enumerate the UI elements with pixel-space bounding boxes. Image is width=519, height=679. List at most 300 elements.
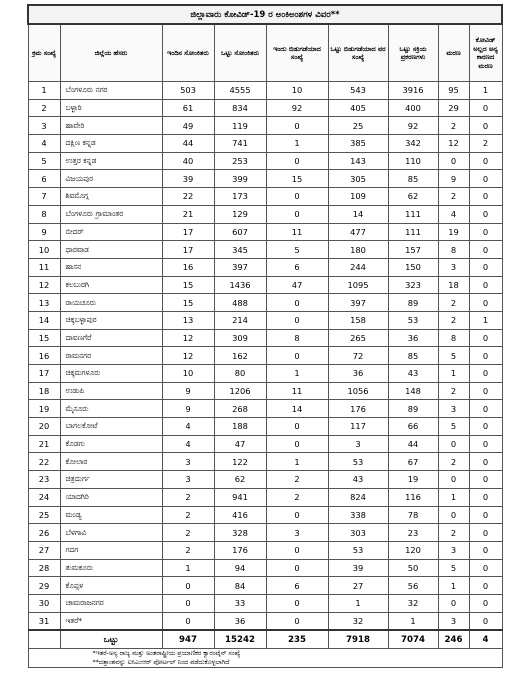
row-total-infected: 941 xyxy=(214,488,266,506)
row-non-covid-deaths: 0 xyxy=(469,400,502,418)
row-deaths: 2 xyxy=(438,188,469,206)
row-total-discharged: 14 xyxy=(328,205,388,223)
row-district-name: ಉಡುಪಿ xyxy=(60,382,162,400)
row-total-infected: 4555 xyxy=(214,82,266,100)
row-total-infected: 47 xyxy=(214,435,266,453)
row-total-infected: 416 xyxy=(214,506,266,524)
row-total-discharged: 27 xyxy=(328,577,388,595)
row-active-cases: 43 xyxy=(388,365,438,383)
row-deaths: 1 xyxy=(438,365,469,383)
row-active-cases: 62 xyxy=(388,188,438,206)
row-serial-number: 4 xyxy=(28,135,60,153)
row-district-name: ರಾಮನಗರ xyxy=(60,347,162,365)
row-non-covid-deaths: 0 xyxy=(469,170,502,188)
table-row xyxy=(28,488,502,506)
row-today-discharged: 3 xyxy=(266,524,328,542)
row-total-discharged: 397 xyxy=(328,294,388,312)
row-district-name: ಉತ್ತರ ಕನ್ನಡ xyxy=(60,152,162,170)
row-today-infected: 40 xyxy=(162,152,214,170)
row-non-covid-deaths: 0 xyxy=(469,524,502,542)
table-row xyxy=(28,152,502,170)
row-total-infected: 129 xyxy=(214,205,266,223)
row-today-discharged: 0 xyxy=(266,541,328,559)
row-non-covid-deaths: 0 xyxy=(469,117,502,135)
footnote-others: *ಇತರೆ-ಅನ್ಯ ರಾಜ್ಯ ಮತ್ತು ಅಂತರಾಷ್ಟ್ರೀಯ ಪ್ರಯಾಣಿಕರ ಕ್ವಾರಂಟೈನ್ ಸಂಖ್ಯೆ xyxy=(28,649,502,659)
row-total-discharged: 39 xyxy=(328,559,388,577)
row-non-covid-deaths: 0 xyxy=(469,329,502,347)
row-serial-number: 10 xyxy=(28,241,60,259)
table-row xyxy=(28,471,502,489)
row-serial-number: 27 xyxy=(28,541,60,559)
row-today-infected: 44 xyxy=(162,135,214,153)
row-serial-number: 25 xyxy=(28,506,60,524)
row-today-discharged: 0 xyxy=(266,559,328,577)
row-today-discharged: 0 xyxy=(266,294,328,312)
row-active-cases: 56 xyxy=(388,577,438,595)
row-non-covid-deaths: 0 xyxy=(469,382,502,400)
row-active-cases: 1 xyxy=(388,612,438,630)
totals-non-covid-deaths: 4 xyxy=(469,630,502,649)
row-today-infected: 9 xyxy=(162,382,214,400)
table-row xyxy=(28,594,502,612)
row-today-discharged: 2 xyxy=(266,488,328,506)
table-row xyxy=(28,205,502,223)
footnote-source: **ದತ್ತಾಂಶವನ್ನು ಐಸಿಎಂಆರ್ ಪೋರ್ಟಲ್ ನಿಂದ ಪಡೆದುಕೊಳ್ಳಲಾಗಿದೆ xyxy=(28,658,502,668)
row-today-discharged: 0 xyxy=(266,594,328,612)
row-today-infected: 17 xyxy=(162,241,214,259)
row-deaths: 3 xyxy=(438,400,469,418)
row-total-infected: 345 xyxy=(214,241,266,259)
row-district-name: ಕೋಲಾರ xyxy=(60,453,162,471)
row-today-discharged: 2 xyxy=(266,471,328,489)
row-non-covid-deaths: 0 xyxy=(469,347,502,365)
row-deaths: 12 xyxy=(438,135,469,153)
row-total-discharged: 176 xyxy=(328,400,388,418)
totals-row xyxy=(28,630,502,649)
row-deaths: 2 xyxy=(438,311,469,329)
row-active-cases: 89 xyxy=(388,294,438,312)
row-today-infected: 4 xyxy=(162,435,214,453)
row-active-cases: 400 xyxy=(388,99,438,117)
row-district-name: ಚಾಮರಾಜನಗರ xyxy=(60,594,162,612)
row-non-covid-deaths: 0 xyxy=(469,453,502,471)
row-district-name: ಧಾರವಾಡ xyxy=(60,241,162,259)
header-non-covid-deaths: ಕೋವಿಡ್ ಅಲ್ಲದ ಅನ್ಯ ಕಾರಣದ ಮರಣ xyxy=(469,24,502,82)
row-total-infected: 741 xyxy=(214,135,266,153)
row-total-infected: 80 xyxy=(214,365,266,383)
row-non-covid-deaths: 0 xyxy=(469,435,502,453)
row-non-covid-deaths: 0 xyxy=(469,506,502,524)
row-total-discharged: 1056 xyxy=(328,382,388,400)
row-deaths: 1 xyxy=(438,488,469,506)
row-total-infected: 188 xyxy=(214,418,266,436)
table-row xyxy=(28,258,502,276)
row-non-covid-deaths: 0 xyxy=(469,294,502,312)
row-today-infected: 12 xyxy=(162,329,214,347)
row-serial-number: 3 xyxy=(28,117,60,135)
table-row xyxy=(28,170,502,188)
row-active-cases: 116 xyxy=(388,488,438,506)
row-total-infected: 62 xyxy=(214,471,266,489)
row-serial-number: 18 xyxy=(28,382,60,400)
row-serial-number: 5 xyxy=(28,152,60,170)
row-district-name: ಕೊಪ್ಪಳ xyxy=(60,577,162,595)
row-active-cases: 148 xyxy=(388,382,438,400)
row-total-infected: 399 xyxy=(214,170,266,188)
table-row xyxy=(28,329,502,347)
row-today-infected: 9 xyxy=(162,400,214,418)
row-district-name: ಹಾವೇರಿ xyxy=(60,117,162,135)
row-district-name: ಬೆಂಗಳೂರು ನಗರ xyxy=(60,82,162,100)
row-today-infected: 12 xyxy=(162,347,214,365)
row-today-discharged: 92 xyxy=(266,99,328,117)
row-non-covid-deaths: 0 xyxy=(469,594,502,612)
row-today-discharged: 0 xyxy=(266,347,328,365)
row-serial-number: 16 xyxy=(28,347,60,365)
table-row xyxy=(28,241,502,259)
row-deaths: 2 xyxy=(438,524,469,542)
row-serial-number: 21 xyxy=(28,435,60,453)
row-deaths: 8 xyxy=(438,329,469,347)
row-today-infected: 0 xyxy=(162,594,214,612)
row-today-infected: 2 xyxy=(162,488,214,506)
header-row xyxy=(28,24,502,82)
row-today-discharged: 8 xyxy=(266,329,328,347)
row-district-name: ಶಿವಮೊಗ್ಗ xyxy=(60,188,162,206)
table-row xyxy=(28,400,502,418)
row-total-discharged: 25 xyxy=(328,117,388,135)
row-deaths: 95 xyxy=(438,82,469,100)
row-active-cases: 66 xyxy=(388,418,438,436)
row-today-discharged: 0 xyxy=(266,435,328,453)
row-total-discharged: 53 xyxy=(328,453,388,471)
row-serial-number: 11 xyxy=(28,258,60,276)
row-total-infected: 834 xyxy=(214,99,266,117)
table-row xyxy=(28,418,502,436)
row-total-discharged: 43 xyxy=(328,471,388,489)
row-today-discharged: 15 xyxy=(266,170,328,188)
row-serial-number: 2 xyxy=(28,99,60,117)
row-deaths: 18 xyxy=(438,276,469,294)
totals-deaths: 246 xyxy=(438,630,469,649)
row-district-name: ಚಿತ್ರದುರ್ಗ xyxy=(60,471,162,489)
row-today-discharged: 0 xyxy=(266,418,328,436)
totals-total-discharged: 7918 xyxy=(328,630,388,649)
covid-district-table-frame xyxy=(27,4,501,668)
row-active-cases: 50 xyxy=(388,559,438,577)
row-total-infected: 253 xyxy=(214,152,266,170)
row-district-name: ಮೈಸೂರು xyxy=(60,400,162,418)
row-district-name: ಬೆಂಗಳೂರು ಗ್ರಾಮಾಂತರ xyxy=(60,205,162,223)
table-row xyxy=(28,82,502,100)
table-row xyxy=(28,365,502,383)
row-district-name: ಚಿಕ್ಕಬಳ್ಳಾಪುರ xyxy=(60,311,162,329)
row-active-cases: 323 xyxy=(388,276,438,294)
row-total-infected: 214 xyxy=(214,311,266,329)
row-active-cases: 92 xyxy=(388,117,438,135)
row-active-cases: 53 xyxy=(388,311,438,329)
row-deaths: 0 xyxy=(438,471,469,489)
row-serial-number: 29 xyxy=(28,577,60,595)
table-row xyxy=(28,559,502,577)
row-deaths: 5 xyxy=(438,418,469,436)
row-today-infected: 2 xyxy=(162,541,214,559)
row-today-infected: 22 xyxy=(162,188,214,206)
table-row xyxy=(28,188,502,206)
row-active-cases: 78 xyxy=(388,506,438,524)
row-total-discharged: 109 xyxy=(328,188,388,206)
row-total-infected: 1206 xyxy=(214,382,266,400)
row-today-infected: 15 xyxy=(162,276,214,294)
row-non-covid-deaths: 0 xyxy=(469,276,502,294)
row-total-infected: 176 xyxy=(214,541,266,559)
row-serial-number: 23 xyxy=(28,471,60,489)
row-active-cases: 44 xyxy=(388,435,438,453)
row-active-cases: 157 xyxy=(388,241,438,259)
header-district-name: ಜಿಲ್ಲೆಯ ಹೆಸರು xyxy=(60,24,162,82)
row-today-discharged: 11 xyxy=(266,223,328,241)
row-total-infected: 488 xyxy=(214,294,266,312)
row-district-name: ಕಲಬುರಗಿ xyxy=(60,276,162,294)
row-district-name: ದಕ್ಷಿಣ ಕನ್ನಡ xyxy=(60,135,162,153)
row-total-discharged: 824 xyxy=(328,488,388,506)
header-today-infected: ಇಂದಿನ ಸೋಂಕಿತರು xyxy=(162,24,214,82)
row-district-name: ಗದಗ xyxy=(60,541,162,559)
row-today-discharged: 0 xyxy=(266,117,328,135)
row-non-covid-deaths: 0 xyxy=(469,258,502,276)
row-non-covid-deaths: 1 xyxy=(469,82,502,100)
row-serial-number: 8 xyxy=(28,205,60,223)
row-non-covid-deaths: 0 xyxy=(469,612,502,630)
row-total-infected: 328 xyxy=(214,524,266,542)
row-active-cases: 85 xyxy=(388,170,438,188)
row-active-cases: 67 xyxy=(388,453,438,471)
row-deaths: 2 xyxy=(438,453,469,471)
row-serial-number: 13 xyxy=(28,294,60,312)
table-row xyxy=(28,612,502,630)
row-today-infected: 61 xyxy=(162,99,214,117)
row-active-cases: 342 xyxy=(388,135,438,153)
row-serial-number: 12 xyxy=(28,276,60,294)
row-today-infected: 2 xyxy=(162,506,214,524)
row-total-infected: 1436 xyxy=(214,276,266,294)
header-today-discharged: ಇಂದು ಬಿಡುಗಡೆಯಾದ ಸಂಖ್ಯೆ xyxy=(266,24,328,82)
row-today-discharged: 0 xyxy=(266,311,328,329)
row-today-infected: 3 xyxy=(162,471,214,489)
row-serial-number: 1 xyxy=(28,82,60,100)
row-district-name: ಇತರೆ* xyxy=(60,612,162,630)
table-row xyxy=(28,276,502,294)
row-today-infected: 503 xyxy=(162,82,214,100)
row-district-name: ಹಾಸನ xyxy=(60,258,162,276)
row-today-discharged: 1 xyxy=(266,365,328,383)
row-deaths: 0 xyxy=(438,594,469,612)
row-total-discharged: 180 xyxy=(328,241,388,259)
row-non-covid-deaths: 0 xyxy=(469,577,502,595)
row-today-infected: 10 xyxy=(162,365,214,383)
row-total-discharged: 543 xyxy=(328,82,388,100)
row-today-discharged: 10 xyxy=(266,82,328,100)
row-deaths: 0 xyxy=(438,506,469,524)
table-row xyxy=(28,577,502,595)
row-total-infected: 607 xyxy=(214,223,266,241)
row-active-cases: 19 xyxy=(388,471,438,489)
header-serial-number: ಕ್ರಮ ಸಂಖ್ಯೆ xyxy=(28,24,60,82)
row-total-infected: 119 xyxy=(214,117,266,135)
row-today-discharged: 5 xyxy=(266,241,328,259)
row-today-infected: 1 xyxy=(162,559,214,577)
totals-active-cases: 7074 xyxy=(388,630,438,649)
row-non-covid-deaths: 0 xyxy=(469,99,502,117)
row-serial-number: 24 xyxy=(28,488,60,506)
row-today-discharged: 47 xyxy=(266,276,328,294)
row-total-discharged: 72 xyxy=(328,347,388,365)
row-non-covid-deaths: 0 xyxy=(469,188,502,206)
row-serial-number: 28 xyxy=(28,559,60,577)
row-deaths: 29 xyxy=(438,99,469,117)
row-district-name: ದಾವಣಗೆರೆ xyxy=(60,329,162,347)
row-total-infected: 122 xyxy=(214,453,266,471)
row-today-discharged: 11 xyxy=(266,382,328,400)
row-today-discharged: 14 xyxy=(266,400,328,418)
row-non-covid-deaths: 0 xyxy=(469,241,502,259)
row-active-cases: 36 xyxy=(388,329,438,347)
row-total-discharged: 53 xyxy=(328,541,388,559)
row-total-infected: 397 xyxy=(214,258,266,276)
row-district-name: ಬಳ್ಳಾರಿ xyxy=(60,99,162,117)
row-today-discharged: 6 xyxy=(266,577,328,595)
row-total-discharged: 143 xyxy=(328,152,388,170)
row-total-infected: 94 xyxy=(214,559,266,577)
row-deaths: 3 xyxy=(438,541,469,559)
row-district-name: ಬೆಳಗಾವಿ xyxy=(60,524,162,542)
table-row xyxy=(28,524,502,542)
header-active-cases: ಒಟ್ಟು ಸಕ್ರಿಯ ಪ್ರಕರಣಗಳು xyxy=(388,24,438,82)
row-today-infected: 39 xyxy=(162,170,214,188)
row-active-cases: 32 xyxy=(388,594,438,612)
row-today-discharged: 6 xyxy=(266,258,328,276)
row-deaths: 3 xyxy=(438,612,469,630)
row-today-discharged: 0 xyxy=(266,506,328,524)
row-total-discharged: 1095 xyxy=(328,276,388,294)
header-deaths: ಮರಣ xyxy=(438,24,469,82)
row-non-covid-deaths: 0 xyxy=(469,541,502,559)
row-today-discharged: 0 xyxy=(266,152,328,170)
row-active-cases: 3916 xyxy=(388,82,438,100)
row-today-infected: 17 xyxy=(162,223,214,241)
row-deaths: 5 xyxy=(438,559,469,577)
row-total-discharged: 338 xyxy=(328,506,388,524)
row-non-covid-deaths: 0 xyxy=(469,488,502,506)
row-today-infected: 16 xyxy=(162,258,214,276)
row-today-infected: 13 xyxy=(162,311,214,329)
row-serial-number: 20 xyxy=(28,418,60,436)
row-serial-number: 22 xyxy=(28,453,60,471)
row-deaths: 0 xyxy=(438,152,469,170)
row-total-infected: 268 xyxy=(214,400,266,418)
row-total-discharged: 303 xyxy=(328,524,388,542)
row-district-name: ವಿಜಯಪುರ xyxy=(60,170,162,188)
row-total-discharged: 244 xyxy=(328,258,388,276)
row-today-discharged: 0 xyxy=(266,205,328,223)
row-today-discharged: 1 xyxy=(266,453,328,471)
row-non-covid-deaths: 0 xyxy=(469,471,502,489)
row-deaths: 19 xyxy=(438,223,469,241)
row-total-discharged: 477 xyxy=(328,223,388,241)
row-serial-number: 30 xyxy=(28,594,60,612)
totals-spacer xyxy=(28,630,60,649)
table-row xyxy=(28,135,502,153)
row-deaths: 5 xyxy=(438,347,469,365)
row-today-infected: 4 xyxy=(162,418,214,436)
table-row xyxy=(28,223,502,241)
row-active-cases: 110 xyxy=(388,152,438,170)
row-total-discharged: 1 xyxy=(328,594,388,612)
table-row xyxy=(28,311,502,329)
row-non-covid-deaths: 0 xyxy=(469,365,502,383)
row-deaths: 9 xyxy=(438,170,469,188)
row-serial-number: 7 xyxy=(28,188,60,206)
row-deaths: 1 xyxy=(438,577,469,595)
row-today-infected: 49 xyxy=(162,117,214,135)
table-row xyxy=(28,294,502,312)
table-row xyxy=(28,99,502,117)
row-serial-number: 15 xyxy=(28,329,60,347)
row-total-infected: 84 xyxy=(214,577,266,595)
table-row xyxy=(28,117,502,135)
row-total-discharged: 385 xyxy=(328,135,388,153)
row-today-infected: 0 xyxy=(162,612,214,630)
row-non-covid-deaths: 0 xyxy=(469,559,502,577)
table-row xyxy=(28,382,502,400)
row-deaths: 0 xyxy=(438,435,469,453)
row-serial-number: 17 xyxy=(28,365,60,383)
row-deaths: 4 xyxy=(438,205,469,223)
row-non-covid-deaths: 0 xyxy=(469,205,502,223)
row-serial-number: 31 xyxy=(28,612,60,630)
header-total-discharged: ಒಟ್ಟು ಬಿಡುಗಡೆಯಾದ ವರ ಸಂಖ್ಯೆ xyxy=(328,24,388,82)
row-active-cases: 150 xyxy=(388,258,438,276)
row-total-discharged: 3 xyxy=(328,435,388,453)
row-total-infected: 162 xyxy=(214,347,266,365)
row-deaths: 2 xyxy=(438,294,469,312)
covid-district-table xyxy=(27,4,503,668)
row-active-cases: 89 xyxy=(388,400,438,418)
row-non-covid-deaths: 0 xyxy=(469,223,502,241)
row-total-infected: 36 xyxy=(214,612,266,630)
row-district-name: ಯಾದಗಿರಿ xyxy=(60,488,162,506)
row-deaths: 2 xyxy=(438,117,469,135)
row-non-covid-deaths: 0 xyxy=(469,152,502,170)
row-today-infected: 0 xyxy=(162,577,214,595)
row-non-covid-deaths: 2 xyxy=(469,135,502,153)
totals-today-infected: 947 xyxy=(162,630,214,649)
totals-today-discharged: 235 xyxy=(266,630,328,649)
row-total-discharged: 36 xyxy=(328,365,388,383)
table-row xyxy=(28,435,502,453)
row-serial-number: 26 xyxy=(28,524,60,542)
row-total-discharged: 305 xyxy=(328,170,388,188)
row-serial-number: 19 xyxy=(28,400,60,418)
row-serial-number: 9 xyxy=(28,223,60,241)
row-deaths: 8 xyxy=(438,241,469,259)
row-active-cases: 85 xyxy=(388,347,438,365)
table-title: ಜಿಲ್ಲಾವಾರು ಕೋವಿಡ್-19 ರ ಅಂಕಿಅಂಶಗಳ ವಿವರ** xyxy=(28,5,502,24)
row-deaths: 2 xyxy=(438,382,469,400)
row-total-discharged: 32 xyxy=(328,612,388,630)
row-total-infected: 173 xyxy=(214,188,266,206)
row-active-cases: 23 xyxy=(388,524,438,542)
